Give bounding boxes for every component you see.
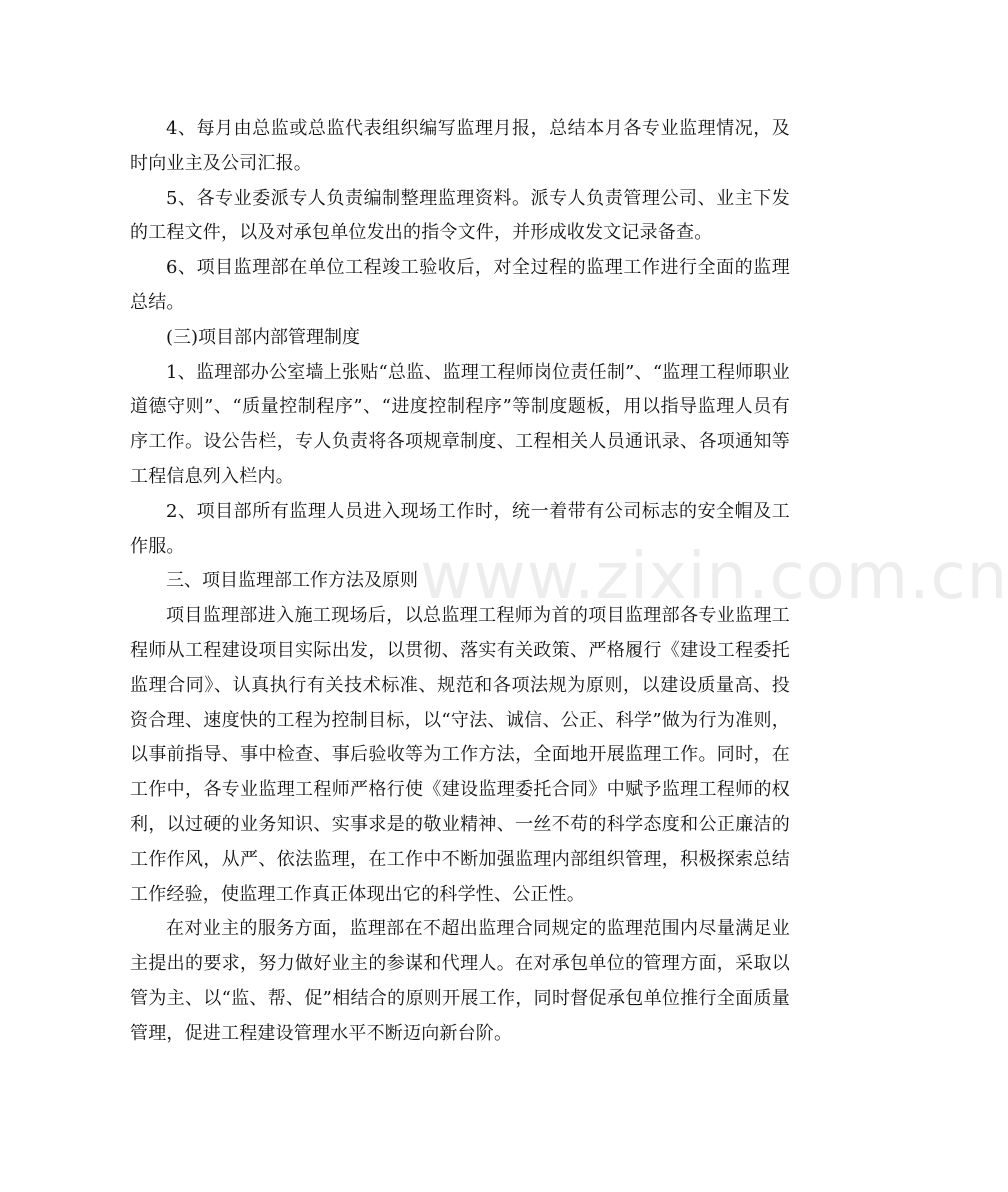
paragraph-rule-2: 2、项目部所有监理人员进入现场工作时，统一着带有公司标志的安全帽及工作服。 <box>130 500 790 557</box>
watermark-text: www.zixin.com.cn <box>420 540 1008 614</box>
paragraph-item-6: 6、项目监理部在单位工程竣工验收后，对全过程的监理工作进行全面的监理总结。 <box>130 257 790 313</box>
paragraph-item-5: 5、各专业委派专人负责编制整理监理资料。派专人负责管理公司、业主下发的工程文件，以及对承包单位发出的指令文件，并形成收发文记录备查。 <box>130 187 790 244</box>
paragraph-rule-1: 1、监理部办公室墙上张贴“总监、监理工程师岗位责任制”、“监理工程师职业道德守则”、“质量控制程序”、“进度控制程序”等制度题板，用以指导监理人员有序工作。设公告栏，专人负责将各项规章制度、工程相关人员通讯录、各项通知等工程信息列入栏内。 <box>130 361 790 487</box>
paragraph-owner-service: 在对业主的服务方面，监理部在不超出监理合同规定的监理范围内尽量满足业主提出的要求，努力做好业主的参谋和代理人。在对承包单位的管理方面，采取以管为主、以“监、帮、促”相结合的原则开展工作，同时督促承包单位推行全面质量管理，促进工程建设管理水平不断迈向新台阶。 <box>130 918 790 1044</box>
section-heading-methods-principles: 三、项目监理部工作方法及原则 <box>166 570 418 592</box>
section-heading-internal-management: (三)项目部内部管理制度 <box>166 326 361 348</box>
document-body <box>130 112 790 1052</box>
paragraph-methods: 项目监理部进入施工现场后，以总监理工程师为首的项目监理部各专业监理工程师从工程建设项目实际出发，以贯彻、落实有关政策、严格履行《建设工程委托监理合同》、认真执行有关技术标准、规范和各项法规为原则，以建设质量高、投资合理、速度快的工程为控制目标，以“守法、诚信、公正、科学”做为行为准则，以事前指导、事中检查、事后验收等为工作方法，全面地开展监理工作。同时，在工作中，各专业监理工程师严格行使《建设监理委托合同》中赋予监理工程师的权利，以过硬的业务知识、实事求是的敬业精神、一丝不苟的科学态度和公正廉洁的工作作风，从严、依法监理，在工作中不断加强监理内部组织管理，积极探索总结工作经验，使监理工作真正体现出它的科学性、公正性。 <box>130 605 790 905</box>
paragraph-item-4: 4、每月由总监或总监代表组织编写监理月报，总结本月各专业监理情况，及时向业主及公司汇报。 <box>130 118 790 174</box>
